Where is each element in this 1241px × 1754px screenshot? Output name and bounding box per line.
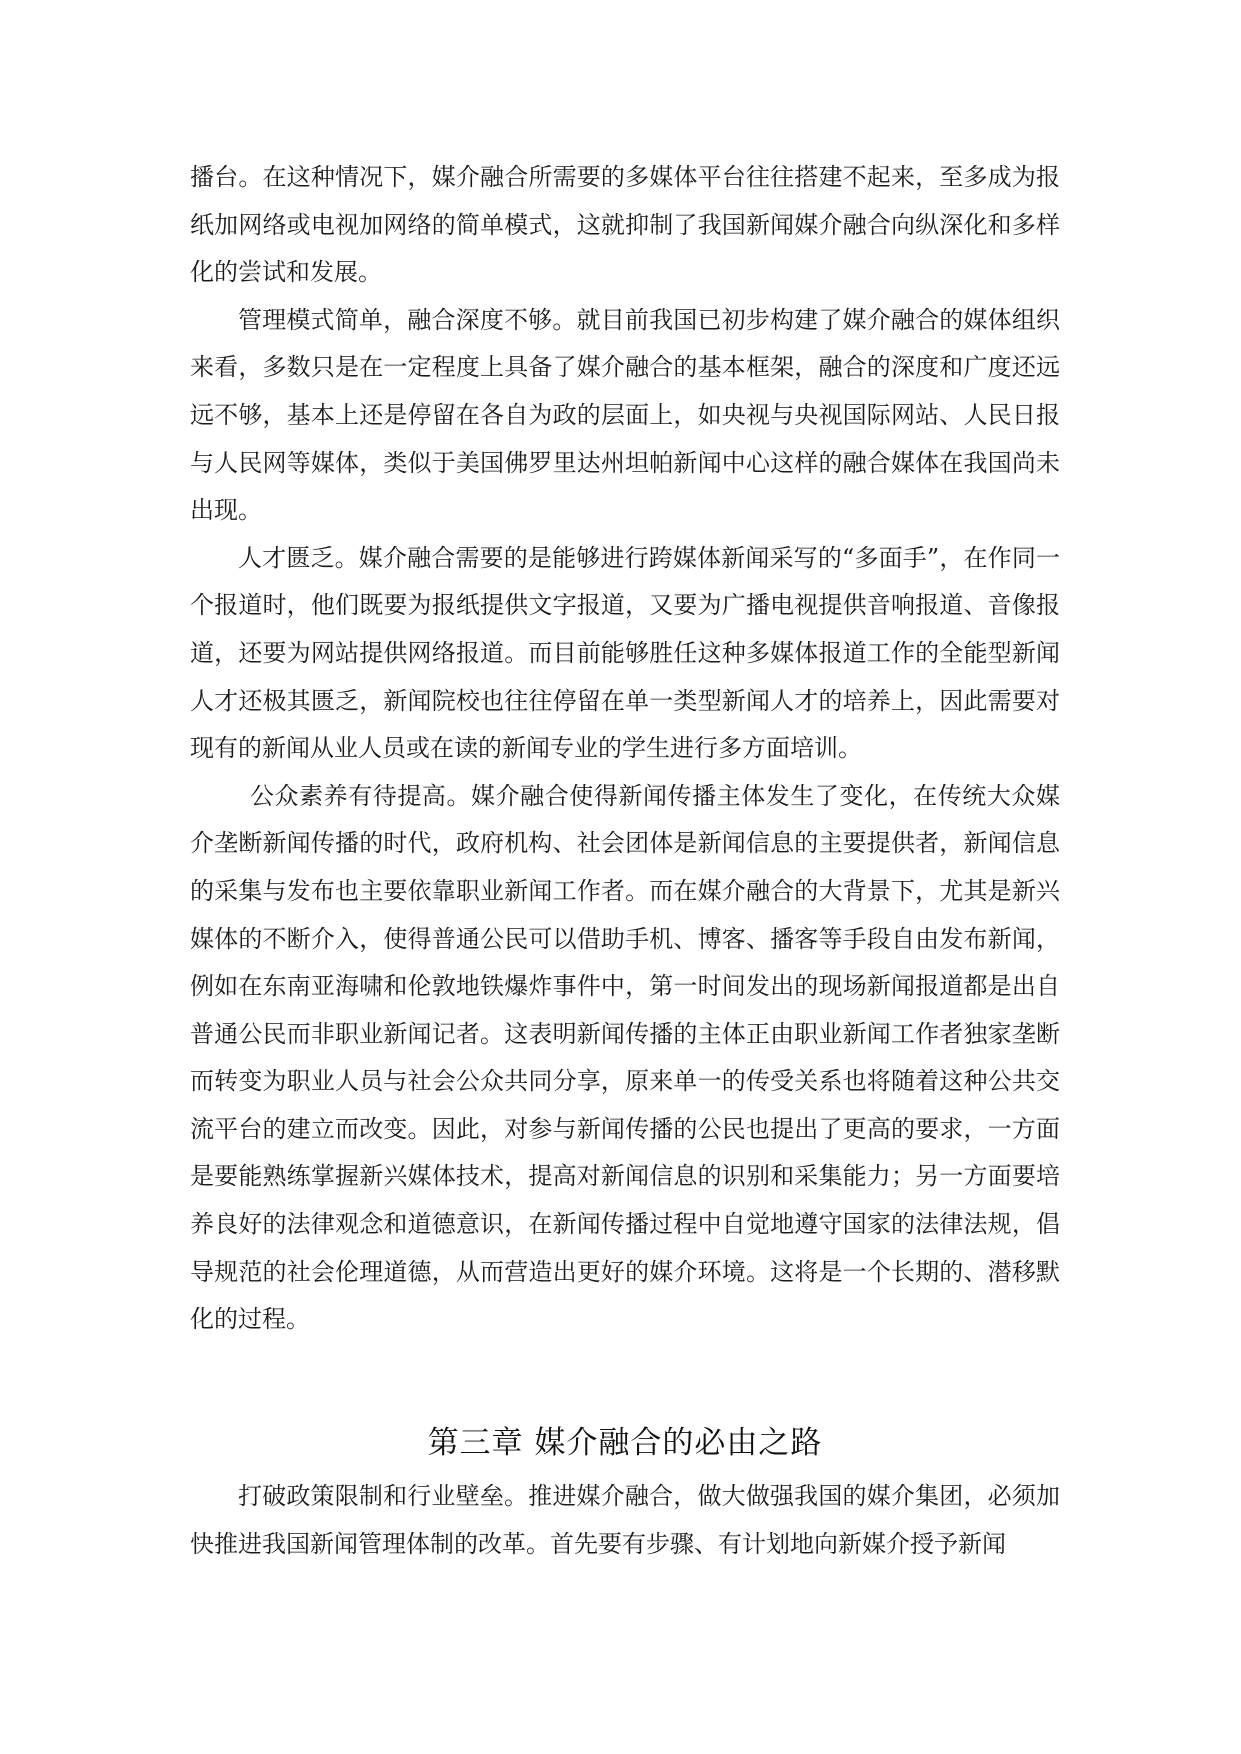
paragraph-continuation: 播台。在这种情况下，媒介融合所需要的多媒体平台往往搭建不起来，至多成为报纸加网络或电视加网络的简单模式，这就抑制了我国新闻媒介融合向纵深化和多样化的尝试和发展。	[190, 163, 1060, 287]
paragraph-talent-shortage: 人才匮乏。媒介融合需要的是能够进行跨媒体新闻采写的“多面手”，在作同一个报道时，他们既要为报纸提供文字报道，又要为广播电视提供音响报道、音像报道，还要为网站提供网络报道。而目前能够胜任这种多媒体报道工作的全能型新闻人才还极其匮乏，新闻院校也往往停留在单一类型新闻人才的培养上，因此需要对现有的新闻从业人员或在读的新闻专业的学生进行多方面培训。	[190, 543, 1060, 763]
chapter-body-text	[190, 1473, 1060, 1568]
body-text	[190, 154, 1060, 1344]
paragraph-public-literacy: 公众素养有待提高。媒介融合使得新闻传播主体发生了变化，在传统大众媒介垄断新闻传播的时代，政府机构、社会团体是新闻信息的主要提供者，新闻信息的采集与发布也主要依靠职业新闻工作者。而在媒介融合的大背景下，尤其是新兴媒体的不断介入，使得普通公民可以借助手机、博客、播客等手段自由发布新闻，例如在东南亚海啸和伦敦地铁爆炸事件中，第一时间发出的现场新闻报道都是出自普通公民而非职业新闻记者。这表明新闻传播的主体正由职业新闻工作者独家垄断而转变为职业人员与社会公众共同分享，原来单一的传受关系也将随着这种公共交流平台的建立而改变。因此，对参与新闻传播的公民也提出了更高的要求，一方面是要能熟练掌握新兴媒体技术，提高对新闻信息的识别和采集能力；另一方面要培养良好的法律观念和道德意识，在新闻传播过程中自觉地遵守国家的法律法规，倡导规范的社会伦理道德，从而营造出更好的媒介环境。这将是一个长期的、潜移默化的过程。	[190, 781, 1060, 1334]
paragraph-break-barriers: 打破政策限制和行业壁垒。推进媒介融合，做大做强我国的媒介集团，必须加快推进我国新闻管理体制的改革。首先要有步骤、有计划地向新媒介授予新闻	[190, 1482, 1060, 1558]
paragraph-management-model: 管理模式简单，融合深度不够。就目前我国已初步构建了媒介融合的媒体组织来看，多数只是在一定程度上具备了媒介融合的基本框架，融合的深度和广度还远远不够，基本上还是停留在各自为政的层面上，如央视与央视国际网站、人民日报与人民网等媒体，类似于美国佛罗里达州坦帕新闻中心这样的融合媒体在我国尚未出现。	[190, 305, 1060, 525]
chapter-heading: 第三章 媒介融合的必由之路	[427, 1425, 823, 1461]
